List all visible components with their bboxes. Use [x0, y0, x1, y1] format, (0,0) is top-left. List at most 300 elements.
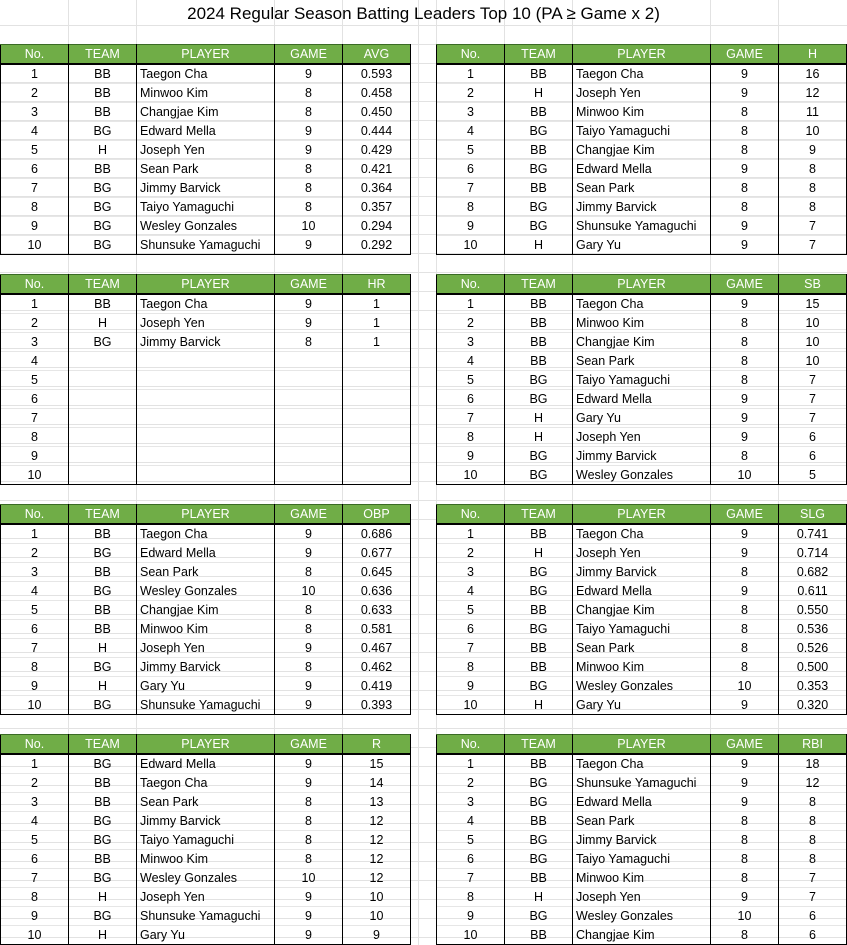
- rank-cell: 5: [437, 371, 505, 390]
- team-cell: BB: [505, 658, 573, 677]
- player-cell: Taegon Cha: [573, 754, 711, 774]
- game-cell: 9: [275, 544, 343, 563]
- stat-cell: 0.450: [343, 103, 411, 122]
- rank-cell: 9: [1, 447, 69, 466]
- rank-cell: 8: [1, 888, 69, 907]
- stat-cell: 8: [779, 850, 847, 869]
- rbi-leaders-table: [436, 734, 847, 945]
- team-cell: BG: [505, 371, 573, 390]
- rank-cell: 10: [1, 926, 69, 945]
- table-row: [437, 831, 847, 850]
- rank-cell: 8: [437, 198, 505, 217]
- stat-cell: 8: [779, 198, 847, 217]
- table-row: [1, 907, 411, 926]
- header-stat: RBI: [779, 735, 847, 755]
- stat-cell: 12: [343, 850, 411, 869]
- rank-cell: 8: [1, 198, 69, 217]
- table-row: [1, 64, 411, 84]
- stat-cell: 0.677: [343, 544, 411, 563]
- game-cell: 9: [711, 754, 779, 774]
- team-cell: BB: [505, 103, 573, 122]
- game-cell: 9: [711, 774, 779, 793]
- rank-cell: 5: [1, 141, 69, 160]
- team-cell: BB: [505, 64, 573, 84]
- stat-cell: 16: [779, 64, 847, 84]
- header-no: No.: [437, 45, 505, 65]
- table-row: [437, 524, 847, 544]
- stat-cell: 0.645: [343, 563, 411, 582]
- sb-leaders-table: [436, 274, 847, 485]
- stat-cell: [343, 428, 411, 447]
- stat-cell: 0.462: [343, 658, 411, 677]
- game-cell: 8: [711, 122, 779, 141]
- table-row: [437, 658, 847, 677]
- header-stat: OBP: [343, 505, 411, 525]
- team-cell: BG: [505, 831, 573, 850]
- team-cell: BB: [505, 314, 573, 333]
- table-row: [437, 544, 847, 563]
- stat-cell: 0.536: [779, 620, 847, 639]
- rank-cell: 2: [1, 544, 69, 563]
- team-cell: H: [69, 141, 137, 160]
- table-row: [1, 601, 411, 620]
- rank-cell: 7: [437, 409, 505, 428]
- table-row: [1, 333, 411, 352]
- rank-cell: 2: [437, 544, 505, 563]
- player-cell: Changjae Kim: [573, 926, 711, 945]
- player-cell: Sean Park: [573, 812, 711, 831]
- slg-leaders-table: [436, 504, 847, 715]
- team-cell: [69, 371, 137, 390]
- player-cell: Jimmy Barvick: [573, 563, 711, 582]
- game-cell: 9: [711, 294, 779, 314]
- team-cell: BB: [505, 869, 573, 888]
- table-row: [437, 217, 847, 236]
- header-team: TEAM: [505, 275, 573, 295]
- game-cell: 8: [275, 793, 343, 812]
- game-cell: 9: [711, 84, 779, 103]
- stat-cell: 1: [343, 333, 411, 352]
- team-cell: BG: [69, 217, 137, 236]
- player-cell: Sean Park: [137, 160, 275, 179]
- game-cell: 8: [275, 333, 343, 352]
- table-row: [1, 466, 411, 485]
- game-cell: 9: [275, 639, 343, 658]
- team-cell: BG: [69, 658, 137, 677]
- avg-leaders-table: [0, 44, 411, 255]
- table-row: [437, 582, 847, 601]
- stat-cell: 7: [779, 236, 847, 255]
- stat-cell: 15: [343, 754, 411, 774]
- table-header-row: [437, 45, 847, 65]
- rank-cell: 9: [437, 677, 505, 696]
- rank-cell: 2: [1, 774, 69, 793]
- team-cell: BG: [69, 198, 137, 217]
- player-cell: Changjae Kim: [573, 601, 711, 620]
- game-cell: 8: [711, 103, 779, 122]
- rank-cell: 7: [437, 179, 505, 198]
- game-cell: 10: [711, 677, 779, 696]
- player-cell: Sean Park: [573, 639, 711, 658]
- player-cell: [137, 371, 275, 390]
- player-cell: Jimmy Barvick: [137, 812, 275, 831]
- table-row: [1, 524, 411, 544]
- team-cell: BG: [505, 774, 573, 793]
- player-cell: Taiyo Yamaguchi: [137, 831, 275, 850]
- header-team: TEAM: [69, 735, 137, 755]
- stat-cell: [343, 409, 411, 428]
- game-cell: 8: [711, 601, 779, 620]
- team-cell: BG: [69, 544, 137, 563]
- team-cell: H: [505, 544, 573, 563]
- team-cell: BG: [505, 582, 573, 601]
- rank-cell: 10: [437, 466, 505, 485]
- rank-cell: 4: [437, 582, 505, 601]
- game-cell: 9: [275, 774, 343, 793]
- rank-cell: 1: [437, 754, 505, 774]
- player-cell: [137, 352, 275, 371]
- rank-cell: 10: [437, 236, 505, 255]
- team-cell: BB: [505, 926, 573, 945]
- table-header-row: [437, 505, 847, 525]
- team-cell: BG: [505, 907, 573, 926]
- team-cell: BG: [69, 831, 137, 850]
- table-row: [437, 696, 847, 715]
- team-cell: BB: [505, 333, 573, 352]
- player-cell: Joseph Yen: [573, 84, 711, 103]
- player-cell: Edward Mella: [573, 390, 711, 409]
- header-game: GAME: [711, 45, 779, 65]
- player-cell: Jimmy Barvick: [137, 179, 275, 198]
- stat-cell: 18: [779, 754, 847, 774]
- header-team: TEAM: [69, 505, 137, 525]
- r-leaders-table: [0, 734, 411, 945]
- stat-cell: 8: [779, 179, 847, 198]
- game-cell: 9: [275, 907, 343, 926]
- team-cell: BG: [505, 466, 573, 485]
- table-row: [1, 217, 411, 236]
- table-row: [1, 754, 411, 774]
- team-cell: BB: [69, 103, 137, 122]
- game-cell: 9: [711, 409, 779, 428]
- rank-cell: 3: [1, 333, 69, 352]
- team-cell: BG: [69, 333, 137, 352]
- player-cell: Edward Mella: [137, 544, 275, 563]
- table-row: [437, 352, 847, 371]
- stat-cell: 12: [779, 774, 847, 793]
- team-cell: H: [69, 926, 137, 945]
- stat-cell: 10: [779, 122, 847, 141]
- stat-cell: 6: [779, 926, 847, 945]
- game-cell: 8: [711, 563, 779, 582]
- game-cell: [275, 371, 343, 390]
- player-cell: Wesley Gonzales: [137, 217, 275, 236]
- header-no: No.: [1, 275, 69, 295]
- table-header-row: [437, 275, 847, 295]
- table-row: [1, 793, 411, 812]
- game-cell: 10: [275, 582, 343, 601]
- header-game: GAME: [275, 505, 343, 525]
- hr-leaders-table: [0, 274, 411, 485]
- player-cell: Joseph Yen: [573, 888, 711, 907]
- game-cell: 9: [275, 926, 343, 945]
- header-player: PLAYER: [573, 735, 711, 755]
- stat-cell: 0.526: [779, 639, 847, 658]
- game-cell: 9: [275, 524, 343, 544]
- team-cell: BG: [505, 198, 573, 217]
- rank-cell: 10: [437, 926, 505, 945]
- stat-cell: 7: [779, 371, 847, 390]
- team-cell: H: [505, 236, 573, 255]
- header-stat: HR: [343, 275, 411, 295]
- team-cell: BB: [505, 754, 573, 774]
- player-cell: [137, 428, 275, 447]
- game-cell: 9: [275, 314, 343, 333]
- table-row: [1, 352, 411, 371]
- table-row: [1, 371, 411, 390]
- rank-cell: 4: [437, 812, 505, 831]
- team-cell: H: [505, 84, 573, 103]
- game-cell: 10: [275, 869, 343, 888]
- stat-cell: 0.636: [343, 582, 411, 601]
- game-cell: 8: [711, 831, 779, 850]
- header-no: No.: [1, 45, 69, 65]
- player-cell: Taiyo Yamaguchi: [573, 850, 711, 869]
- table-row: [437, 466, 847, 485]
- team-cell: BB: [505, 179, 573, 198]
- gridline: [0, 500, 847, 501]
- player-cell: Edward Mella: [137, 754, 275, 774]
- header-team: TEAM: [69, 275, 137, 295]
- rank-cell: 6: [1, 850, 69, 869]
- game-cell: 9: [275, 294, 343, 314]
- game-cell: 8: [275, 103, 343, 122]
- header-no: No.: [437, 735, 505, 755]
- table-header-row: [1, 275, 411, 295]
- player-cell: [137, 466, 275, 485]
- rank-cell: 2: [437, 314, 505, 333]
- rank-cell: 6: [1, 620, 69, 639]
- header-game: GAME: [711, 505, 779, 525]
- stat-cell: 12: [779, 84, 847, 103]
- table-row: [437, 179, 847, 198]
- stat-cell: 13: [343, 793, 411, 812]
- player-cell: Shunsuke Yamaguchi: [573, 217, 711, 236]
- rank-cell: 10: [1, 236, 69, 255]
- player-cell: Joseph Yen: [573, 428, 711, 447]
- table-row: [437, 333, 847, 352]
- team-cell: BG: [69, 907, 137, 926]
- header-player: PLAYER: [573, 45, 711, 65]
- team-cell: BB: [505, 601, 573, 620]
- header-stat: H: [779, 45, 847, 65]
- table-row: [1, 620, 411, 639]
- stat-cell: 1: [343, 294, 411, 314]
- game-cell: 8: [711, 179, 779, 198]
- table-row: [1, 236, 411, 255]
- team-cell: BB: [69, 64, 137, 84]
- table-row: [1, 563, 411, 582]
- header-no: No.: [1, 735, 69, 755]
- game-cell: 9: [275, 141, 343, 160]
- stat-cell: 6: [779, 447, 847, 466]
- stat-cell: 7: [779, 888, 847, 907]
- team-cell: BG: [505, 563, 573, 582]
- table-row: [1, 141, 411, 160]
- team-cell: BG: [505, 122, 573, 141]
- rank-cell: 9: [1, 907, 69, 926]
- player-cell: Sean Park: [573, 179, 711, 198]
- game-cell: 8: [275, 198, 343, 217]
- team-cell: BB: [69, 294, 137, 314]
- rank-cell: 7: [1, 409, 69, 428]
- player-cell: Changjae Kim: [573, 333, 711, 352]
- game-cell: 9: [711, 696, 779, 715]
- rank-cell: 9: [1, 217, 69, 236]
- game-cell: 8: [275, 658, 343, 677]
- rank-cell: 1: [1, 524, 69, 544]
- game-cell: 8: [275, 179, 343, 198]
- player-cell: Taegon Cha: [573, 294, 711, 314]
- table-header-row: [437, 735, 847, 755]
- rank-cell: 3: [1, 793, 69, 812]
- team-cell: BB: [69, 774, 137, 793]
- game-cell: 8: [711, 812, 779, 831]
- team-cell: H: [69, 314, 137, 333]
- table-row: [1, 428, 411, 447]
- player-cell: Sean Park: [137, 563, 275, 582]
- rank-cell: 6: [1, 390, 69, 409]
- rank-cell: 7: [437, 869, 505, 888]
- rank-cell: 1: [437, 64, 505, 84]
- stat-cell: 7: [779, 409, 847, 428]
- game-cell: [275, 409, 343, 428]
- stat-cell: 0.714: [779, 544, 847, 563]
- stat-cell: 10: [343, 888, 411, 907]
- rank-cell: 7: [1, 179, 69, 198]
- player-cell: Taiyo Yamaguchi: [573, 620, 711, 639]
- header-player: PLAYER: [137, 735, 275, 755]
- header-player: PLAYER: [137, 505, 275, 525]
- rank-cell: 4: [437, 352, 505, 371]
- obp-leaders-table: [0, 504, 411, 715]
- table-row: [437, 563, 847, 582]
- stat-cell: 0.353: [779, 677, 847, 696]
- player-cell: Shunsuke Yamaguchi: [137, 696, 275, 715]
- player-cell: Taiyo Yamaguchi: [573, 371, 711, 390]
- player-cell: Wesley Gonzales: [573, 907, 711, 926]
- header-stat: AVG: [343, 45, 411, 65]
- game-cell: 9: [711, 64, 779, 84]
- rank-cell: 4: [1, 812, 69, 831]
- table-row: [437, 774, 847, 793]
- rank-cell: 4: [1, 582, 69, 601]
- stat-cell: 8: [779, 160, 847, 179]
- table-row: [437, 198, 847, 217]
- rank-cell: 9: [437, 447, 505, 466]
- header-stat: R: [343, 735, 411, 755]
- game-cell: 8: [275, 831, 343, 850]
- game-cell: 8: [711, 314, 779, 333]
- table-row: [1, 103, 411, 122]
- table-header-row: [1, 505, 411, 525]
- game-cell: 9: [711, 793, 779, 812]
- game-cell: 8: [711, 352, 779, 371]
- stat-cell: 0.741: [779, 524, 847, 544]
- table-header-row: [1, 735, 411, 755]
- rank-cell: 1: [437, 524, 505, 544]
- rank-cell: 9: [437, 907, 505, 926]
- team-cell: BB: [505, 639, 573, 658]
- table-row: [437, 122, 847, 141]
- game-cell: 8: [711, 333, 779, 352]
- team-cell: BG: [69, 754, 137, 774]
- rank-cell: 3: [1, 563, 69, 582]
- player-cell: Edward Mella: [573, 582, 711, 601]
- game-cell: 8: [711, 371, 779, 390]
- game-cell: 8: [275, 620, 343, 639]
- player-cell: Taiyo Yamaguchi: [137, 198, 275, 217]
- header-game: GAME: [275, 275, 343, 295]
- table-row: [1, 582, 411, 601]
- team-cell: H: [505, 696, 573, 715]
- game-cell: 10: [711, 907, 779, 926]
- header-player: PLAYER: [137, 45, 275, 65]
- header-player: PLAYER: [137, 275, 275, 295]
- header-stat: SLG: [779, 505, 847, 525]
- game-cell: 8: [711, 869, 779, 888]
- game-cell: 9: [711, 236, 779, 255]
- header-team: TEAM: [505, 735, 573, 755]
- player-cell: [137, 447, 275, 466]
- game-cell: 8: [711, 658, 779, 677]
- stat-cell: 0.294: [343, 217, 411, 236]
- game-cell: 9: [711, 390, 779, 409]
- game-cell: 9: [275, 888, 343, 907]
- team-cell: BB: [69, 793, 137, 812]
- table-row: [437, 447, 847, 466]
- rank-cell: 5: [437, 831, 505, 850]
- table-row: [1, 314, 411, 333]
- player-cell: Shunsuke Yamaguchi: [137, 236, 275, 255]
- team-cell: BG: [69, 179, 137, 198]
- rank-cell: 2: [437, 84, 505, 103]
- stat-cell: 6: [779, 907, 847, 926]
- rank-cell: 8: [437, 658, 505, 677]
- header-game: GAME: [275, 45, 343, 65]
- game-cell: 8: [275, 160, 343, 179]
- table-row: [437, 160, 847, 179]
- game-cell: 9: [275, 236, 343, 255]
- stat-cell: 0.458: [343, 84, 411, 103]
- stat-cell: 0.682: [779, 563, 847, 582]
- stat-cell: 0.550: [779, 601, 847, 620]
- team-cell: BB: [505, 812, 573, 831]
- player-cell: Jimmy Barvick: [137, 333, 275, 352]
- table-row: [437, 103, 847, 122]
- header-stat: SB: [779, 275, 847, 295]
- stat-cell: [343, 371, 411, 390]
- player-cell: Wesley Gonzales: [573, 466, 711, 485]
- game-cell: 10: [275, 217, 343, 236]
- header-team: TEAM: [69, 45, 137, 65]
- stat-cell: 8: [779, 793, 847, 812]
- table-row: [1, 409, 411, 428]
- rank-cell: 9: [437, 217, 505, 236]
- table-row: [437, 294, 847, 314]
- table-row: [1, 160, 411, 179]
- player-cell: Taiyo Yamaguchi: [573, 122, 711, 141]
